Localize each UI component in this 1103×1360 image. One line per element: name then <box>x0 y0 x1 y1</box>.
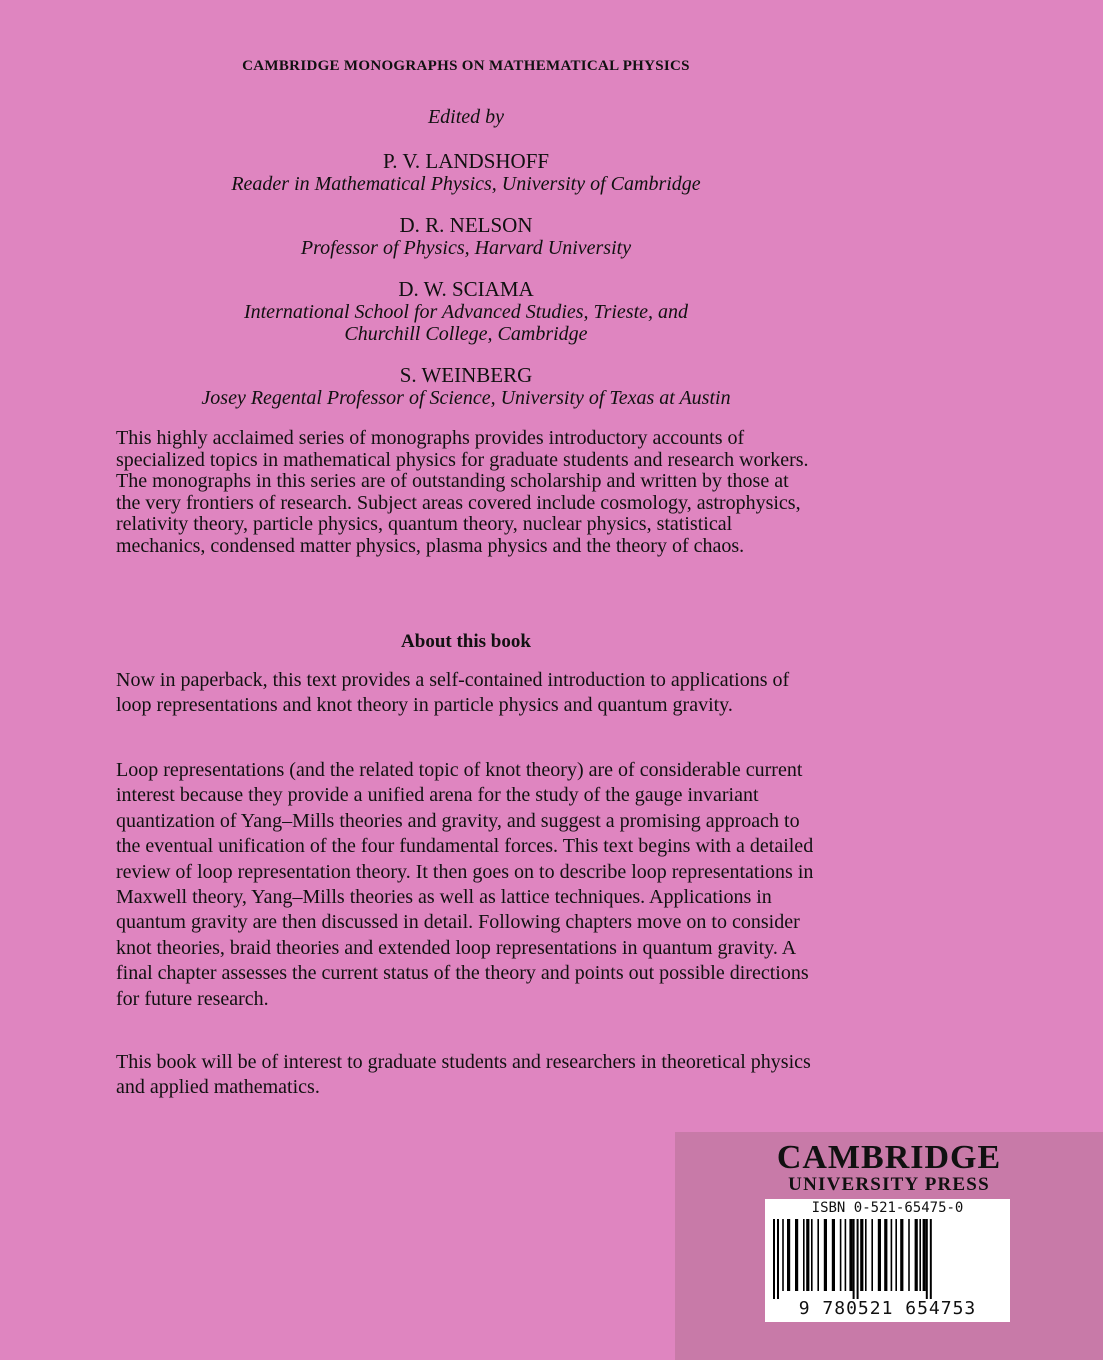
editor-name: D. W. SCIAMA <box>398 277 534 301</box>
editor-name: D. R. NELSON <box>399 213 533 237</box>
barcode-bar <box>900 1219 903 1291</box>
editor-affiliation: Churchill College, Cambridge <box>344 323 588 345</box>
about-paragraph-1: Now in paperback, this text provides a self-contained introduction to applications of loop representations and knot theory in particle physics and quantum gravity. <box>116 669 790 717</box>
barcode-bar <box>803 1219 805 1291</box>
publisher-block <box>675 1132 1103 1360</box>
isbn-text: ISBN 0-521-65475-0 <box>811 1200 964 1216</box>
barcode-bar <box>915 1219 918 1291</box>
editor-sciama <box>116 277 816 345</box>
editor-name: S. WEINBERG <box>399 363 533 387</box>
about-paragraph-2: Loop representations (and the related topic of knot theory) are of considerable current interest because they provide a unified arena for the study of the gauge invariant quantization of Yang–Mills theories and gravity, and suggest a promising approach to the eventual unification of the four fundamental forces. This text begins with a detailed review of loop representation theory. It then goes on to describe loop representations in Maxwell theory, Yang–Mills theories as well as lattice techniques. Applications in quantum gravity are then discussed in detail. Following chapters move on to consider knot theories, braid theories and extended loop representations in quantum gravity. A final chapter assesses the current status of the theory and points out possible directions for future research. <box>116 759 814 1010</box>
series-title: CAMBRIDGE MONOGRAPHS ON MATHEMATICAL PHYSICS <box>242 58 690 74</box>
editor-landshoff <box>116 149 816 195</box>
barcode-bar <box>806 1219 809 1291</box>
editor-affiliation: International School for Advanced Studies, Trieste, and <box>243 301 689 323</box>
editor-name: P. V. LANDSHOFF <box>382 149 550 173</box>
barcode-bar <box>891 1219 893 1291</box>
barcode-bar <box>777 1219 779 1299</box>
barcode-bar <box>811 1219 813 1291</box>
edited-by: Edited by <box>427 106 505 128</box>
editor-nelson <box>116 213 816 259</box>
editor-affiliation: Josey Regental Professor of Science, University of Texas at Austin <box>201 387 731 409</box>
barcode <box>771 1219 1004 1299</box>
barcode-bar <box>919 1219 921 1291</box>
ean-digits: 9 780521 654753 <box>798 1298 977 1319</box>
barcode-bar <box>840 1219 842 1291</box>
barcode-bar <box>860 1219 863 1291</box>
editor-weinberg <box>116 363 816 409</box>
editor-affiliation: Reader in Mathematical Physics, University of Cambridge <box>231 173 701 195</box>
publisher-name: CAMBRIDGE <box>776 1139 1002 1176</box>
barcode-bar <box>908 1219 910 1291</box>
barcode-bar <box>824 1219 827 1291</box>
barcode-bar <box>865 1219 867 1291</box>
barcode-bar <box>857 1219 859 1299</box>
barcode-bar <box>849 1219 852 1291</box>
barcode-bar <box>853 1219 855 1299</box>
barcode-bar <box>795 1219 798 1291</box>
barcode-bar <box>832 1219 835 1291</box>
barcode-bar <box>926 1219 928 1299</box>
barcode-bar <box>884 1219 887 1291</box>
series-description: This highly acclaimed series of monographs provides introductory accounts of specialized topics in mathematical physics for graduate students and research workers. The monographs in this series are of outstanding scholarship and written by those at the very frontiers of research. Subject areas covered include cosmology, astrophysics, relativity theory, particle physics, quantum theory, nuclear physics, statistical mechanics, condensed matter physics, plasma physics and the theory of chaos. <box>116 427 809 557</box>
barcode-bar <box>871 1219 873 1291</box>
editor-affiliation: Professor of Physics, Harvard University <box>300 237 632 259</box>
about-paragraph-3: This book will be of interest to graduate students and researchers in theoretical physics and applied mathematics. <box>116 1051 811 1099</box>
barcode-bar <box>930 1219 932 1299</box>
barcode-bar <box>782 1219 784 1291</box>
barcode-bar <box>878 1219 881 1291</box>
barcode-bar <box>923 1219 926 1291</box>
barcode-bar <box>845 1219 847 1291</box>
barcode-bar <box>773 1219 775 1299</box>
publisher-press: UNIVERSITY PRESS <box>788 1174 990 1195</box>
barcode-bar <box>787 1219 790 1291</box>
about-heading: About this book <box>401 631 531 652</box>
barcode-bar <box>895 1219 897 1291</box>
barcode-bar <box>817 1219 819 1291</box>
barcode-label <box>765 1199 1010 1322</box>
